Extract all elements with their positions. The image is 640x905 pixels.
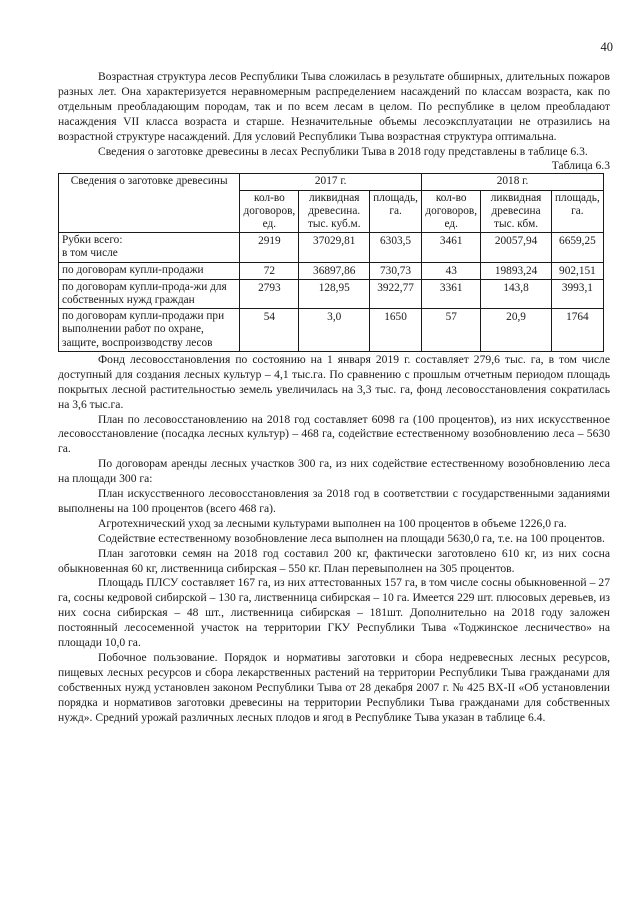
paragraph-reforestation-plan: План по лесовосстановлению на 2018 год составляет 6098 га (100 процентов), из них искусственное лесовосстановление (посадка лесных культур) – 468 га, содействие естественному возобновлению леса – 5630 га. <box>58 412 610 456</box>
table-row <box>59 309 604 352</box>
table-cell: 72 <box>240 262 299 279</box>
table-cell: 143,8 <box>481 279 552 308</box>
table-cell: 6659,25 <box>551 233 603 262</box>
paragraph-secondary-use: Побочное пользование. Порядок и нормативы заготовки и сбора недревесных лесных ресурсов, пищевых лесных ресурсов и сбора лекарственных растений на территории Республики Тыва гражданами для собственных нужд установлен законом Республики Тыва от 28 декабря 2007 г. № 425 ВХ-II «Об установлении порядка и нормативов заготовки древесины на территории Республики Тыва гражданами для собственных нужд». Средний урожай различных лесных плодов и ягод в Республике Тыва указан в таблице 6.4. <box>58 651 610 724</box>
paragraph-plsu: Площадь ПЛСУ составляет 167 га, из них аттестованных 157 га, в том числе сосны обыкновенной – 27 га, сосны кедровой сибирской – 130 га, лиственница сибирская – 10 га. Имеется 229 шт. плюсовых деревьев, из них сосна сибирская – 48 шт., лиственница сибирская – 181шт. Дополнительно на 2018 году заложен постоянный лесосеменной участок на территории ГКУ Республики Тыва «Тоджинское лесничество» на площади 10,0 га. <box>58 576 610 650</box>
table-cell: 902,151 <box>551 262 603 279</box>
page-content <box>58 70 610 726</box>
table-subheader: ликвидная древесина. тыс. куб.м. <box>299 190 370 233</box>
table-cell: 1764 <box>551 309 603 352</box>
table-subheader: кол-во договоров, ед. <box>422 190 481 233</box>
row-label: по договорам купли-прода-жи для собственных нужд граждан <box>59 279 240 308</box>
table-row <box>59 233 604 262</box>
table-cell: 43 <box>422 262 481 279</box>
paragraph-reforestation-fund: Фонд лесовосстановления по состоянию на 1 января 2019 г. составляет 279,6 тыс. га, в том числе доступный для создания лесных культур – 4,1 тыс.га. По сравнению с прошлым отчетным периодом площадь покрытых лесной растительностью земель увеличилась на 3,3 тыс. га, фонд лесовосстановления сократилась на 3,6 тыс.га. <box>58 352 610 411</box>
table-row <box>59 279 604 308</box>
table-row <box>59 262 604 279</box>
table-cell: 3993,1 <box>551 279 603 308</box>
paragraph-artificial-reforestation: План искусственного лесовосстановления за 2018 год в соответствии с государственными заданиями выполнены на 100 процентов (всего 468 га). <box>58 487 610 515</box>
paragraph-agrotechnical-care: Агротехнический уход за лесными культурами выполнен на 100 процентов в объеме 1226,0 га. <box>98 516 567 530</box>
table-cell: 20,9 <box>481 309 552 352</box>
paragraph-lease-agreements: По договорам аренды лесных участков 300 га, из них содействие естественному возобновлению леса на площади 300 га: <box>58 457 610 486</box>
table-cell: 20057,94 <box>481 233 552 262</box>
table-subheader: площадь, га. <box>551 190 603 233</box>
table-cell: 6303,5 <box>369 233 421 262</box>
table-header-label: Сведения о заготовке древесины <box>59 174 240 233</box>
table-cell: 3,0 <box>299 309 370 352</box>
table-subheader: кол-во договоров, ед. <box>240 190 299 233</box>
table-cell: 128,95 <box>299 279 370 308</box>
table-header-year-2018: 2018 г. <box>422 174 604 190</box>
table-subheader: ликвидная древесина тыс. кбм. <box>481 190 552 233</box>
table-subheader: площадь, га. <box>369 190 421 233</box>
table-cell: 54 <box>240 309 299 352</box>
table-cell: 37029,81 <box>299 233 370 262</box>
table-cell: 3361 <box>422 279 481 308</box>
table-cell: 36897,86 <box>299 262 370 279</box>
row-label: Рубки всего: в том числе <box>59 233 240 262</box>
table-cell: 3461 <box>422 233 481 262</box>
table-cell: 19893,24 <box>481 262 552 279</box>
table-cell: 730,73 <box>369 262 421 279</box>
table-cell: 57 <box>422 309 481 352</box>
page-number: 40 <box>600 40 613 54</box>
table-cell: 1650 <box>369 309 421 352</box>
paragraph-age-structure: Возрастная структура лесов Республики Тыва сложилась в результате обширных, длительных пожаров разных лет. Она характеризуется неравномерным распределением насаждений по классам возраста, как по отдельным преобладающим породам, так и по всем лесам в целом. По республике в целом преобладают насаждения VII класса возраста и старше. Незначительные объемы лесоэксплуатации не отразились на возрастной структуре насаждений. Для условий Республики Тыва возрастная структура оптимальна. <box>58 70 610 143</box>
paragraph-seed-harvest: План заготовки семян на 2018 год составил 200 кг, фактически заготовлено 610 кг, из них сосна обыкновенная 60 кг, лиственница сибирская – 550 кг. План перевыполнен на 305 процентов. <box>58 546 610 575</box>
table-cell: 2919 <box>240 233 299 262</box>
row-label: по договорам купли-продажи <box>59 262 240 279</box>
table-caption: Таблица 6.3 <box>551 159 610 173</box>
row-label: по договорам купли-продажи при выполнении работ по охране, защите, воспроизводству лесов <box>59 309 240 352</box>
table-cell: 3922,77 <box>369 279 421 308</box>
paragraph-table-intro: Сведения о заготовке древесины в лесах Республики Тыва в 2018 году представлены в таблице 6.3. <box>98 144 588 158</box>
paragraph-natural-regeneration: Содействие естественному возобновление леса выполнен на площади 5630,0 га, т.е. на 100 процентов. <box>98 531 605 545</box>
table-cell: 2793 <box>240 279 299 308</box>
table-header-year-2017: 2017 г. <box>240 174 422 190</box>
timber-harvest-table <box>58 173 604 351</box>
